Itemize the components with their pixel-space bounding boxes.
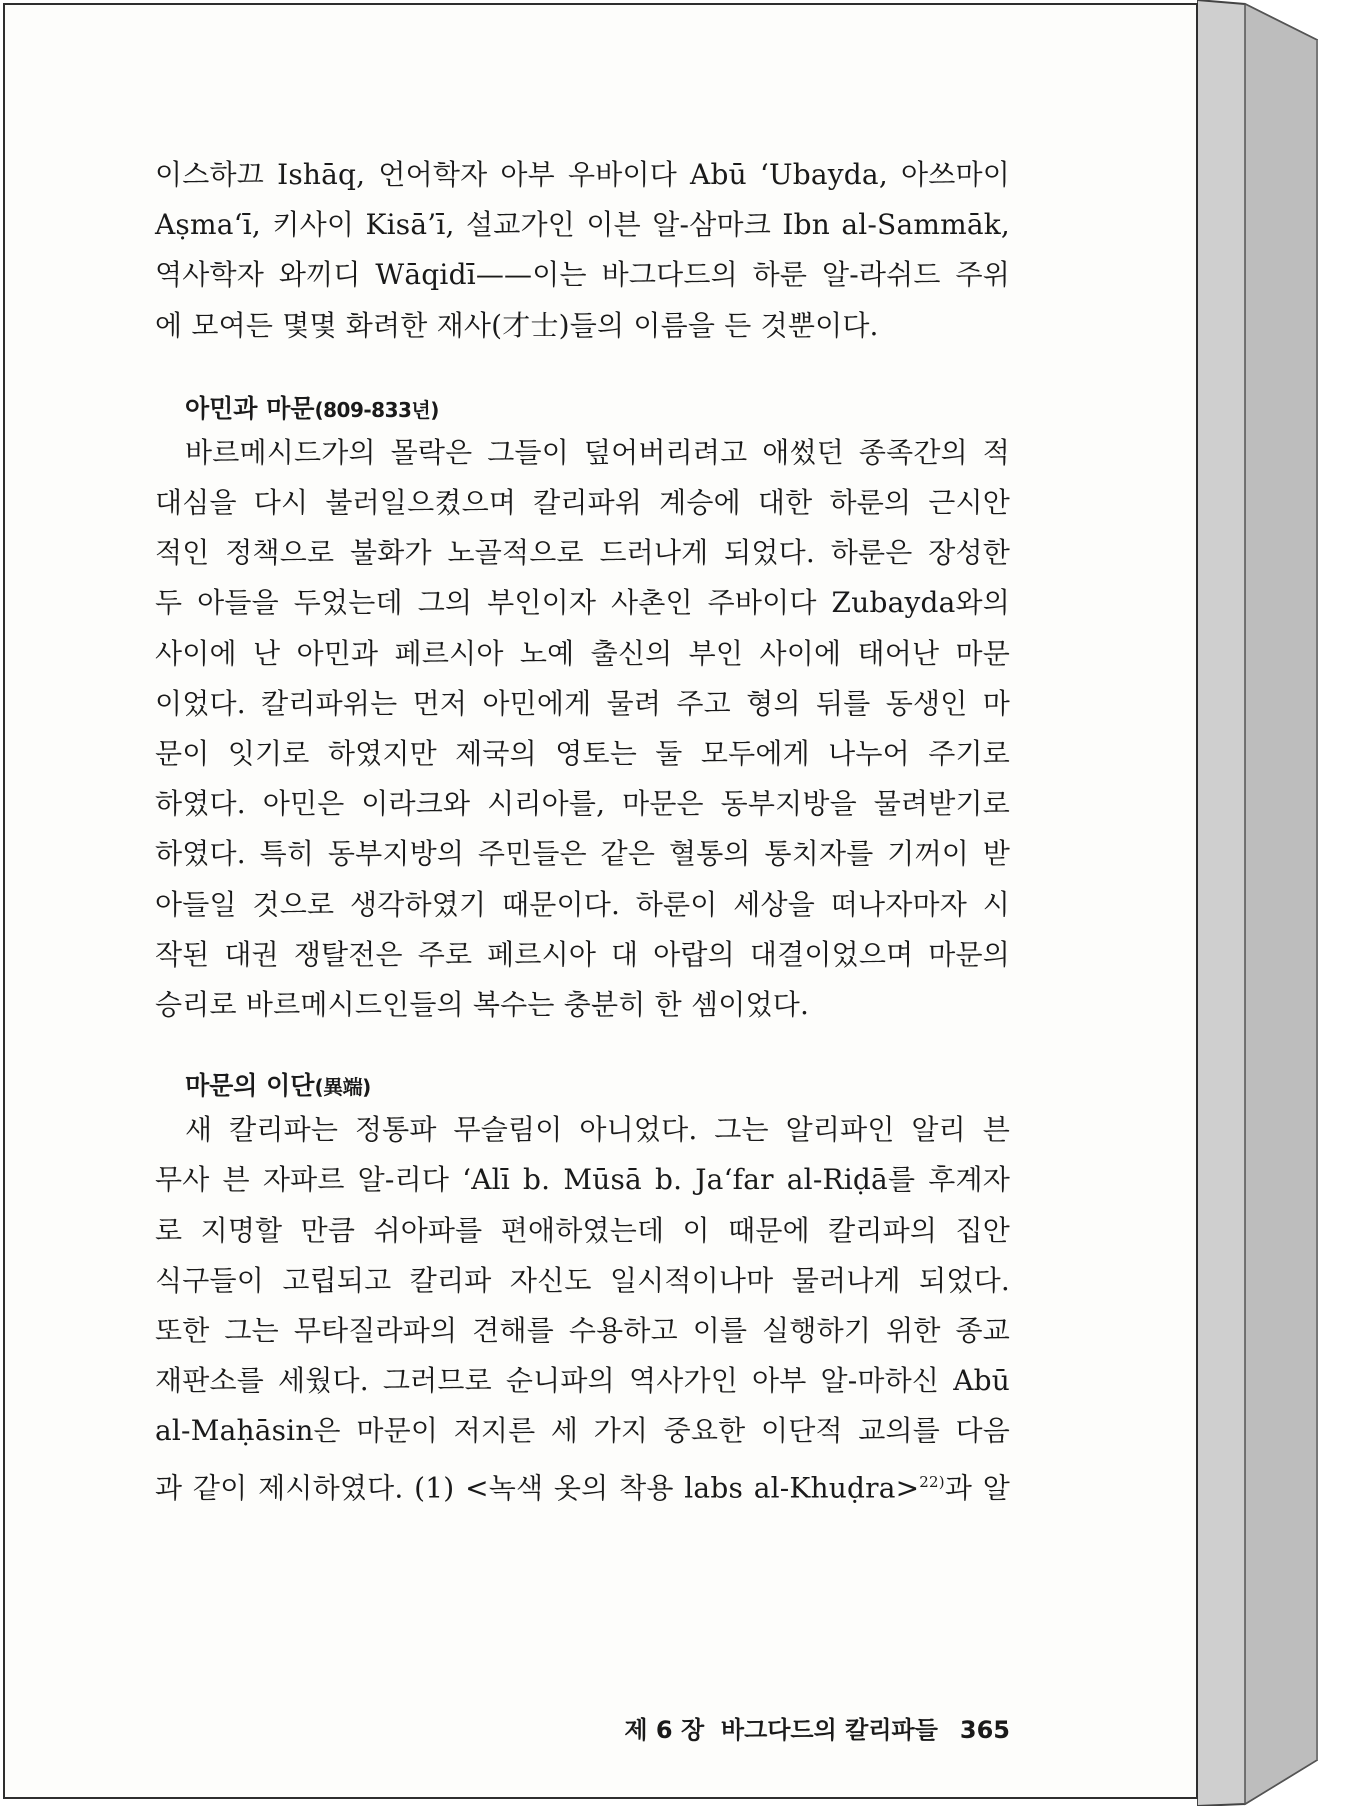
running-footer — [624, 1710, 1010, 1745]
text-line: al-Maḥāsin은 마문이 저지른 세 가지 중요한 이단적 교의를 다음 — [155, 1414, 1010, 1448]
text-line-with-footnote — [155, 1457, 1010, 1514]
text-line: 이스하끄 Ishāq, 언어학자 아부 우바이다 Abū ‘Ubayda, 아쓰마이 — [155, 158, 1010, 191]
chapter-title: 제 6 장 바그다드의 칼리파들 — [624, 1716, 938, 1744]
text-line: 식구들이 고립되고 칼리파 자신도 일시적이나마 물러나게 되었다. — [155, 1263, 1010, 1297]
page — [3, 3, 1198, 1799]
heading-title: 아민과 마문 — [185, 393, 315, 423]
text-line: 아들일 것으로 생각하였기 때문이다. 하룬이 세상을 떠나자마자 시 — [155, 887, 1010, 921]
book-edge-shape — [1197, 0, 1367, 1806]
text-line: 두 아들을 두었는데 그의 부인이자 사촌인 주바이다 Zubayda와의 — [155, 586, 1010, 620]
heading-hanja: (異端) — [314, 1075, 371, 1100]
line-text: 과 같이 제시하였다. (1) <녹색 옷의 착용 labs al-Khuḍra> — [155, 1471, 920, 1504]
section-heading-amin-mamun — [155, 391, 1010, 428]
text-line: 적인 정책으로 불화가 노골적으로 드러나게 되었다. 하룬은 장성한 — [155, 536, 1010, 570]
heading-years: (809-833년) — [314, 397, 439, 422]
text-line: 사이에 난 아민과 페르시아 노예 출신의 부인 사이에 태어난 마문 — [155, 636, 1010, 670]
text-line: 새 칼리파는 정통파 무슬림이 아니었다. 그는 알리파인 알리 븐 — [185, 1113, 1010, 1147]
heading-title: 마문의 이단 — [185, 1071, 315, 1101]
section-heading-heresy — [155, 1068, 1010, 1105]
footnote-reference[interactable]: 22) — [919, 1472, 945, 1491]
book-edge — [1197, 0, 1367, 1806]
text-line: 무사 븐 자파르 알-리다 ‘Alī b. Mūsā b. Ja‘far al-Riḍā를 후계자 — [155, 1163, 1010, 1197]
paragraph-intro — [155, 150, 1010, 351]
text-line: Aṣma‘ī, 키사이 Kisā’ī, 설교가인 이븐 알-삼마크 Ibn al-Sammāk, — [155, 208, 1010, 242]
paragraph-heresy — [155, 1105, 1010, 1513]
text-block — [155, 150, 1010, 1744]
paragraph-amin-mamun — [155, 428, 1010, 1030]
text-line: 재판소를 세웠다. 그러므로 순니파의 역사가인 아부 알-마하신 Abū — [155, 1364, 1010, 1398]
text-line: 로 지명할 만큼 쉬아파를 편애하였는데 이 때문에 칼리파의 집안 — [155, 1213, 1010, 1247]
text-line: 승리로 바르메시드인들의 복수는 충분히 한 셈이었다. — [155, 988, 810, 1022]
line-tail: 과 알 — [944, 1471, 1010, 1504]
text-line: 하였다. 특히 동부지방의 주민들은 같은 혈통의 통치자를 기꺼이 받 — [155, 837, 1010, 871]
text-line: 작된 대권 쟁탈전은 주로 페르시아 대 아랍의 대결이었으며 마문의 — [155, 937, 1010, 971]
text-line: 바르메시드가의 몰락은 그들이 덮어버리려고 애썼던 종족간의 적 — [185, 435, 1010, 469]
text-line: 대심을 다시 불러일으켰으며 칼리파위 계승에 대한 하룬의 근시안 — [155, 486, 1010, 520]
text-line: 문이 잇기로 하였지만 제국의 영토는 둘 모두에게 나누어 주기로 — [155, 737, 1010, 771]
text-line: 하였다. 아민은 이라크와 시리아를, 마문은 동부지방을 물려받기로 — [155, 787, 1010, 821]
text-line: 이었다. 칼리파위는 먼저 아민에게 물려 주고 형의 뒤를 동생인 마 — [155, 686, 1010, 720]
text-line: 또한 그는 무타질라파의 견해를 수용하고 이를 실행하기 위한 종교 — [155, 1314, 1010, 1348]
text-line: 역사학자 와끼디 Wāqidī——이는 바그다드의 하룬 알-라쉬드 주위 — [155, 258, 1010, 292]
text-line: 에 모여든 몇몇 화려한 재사(才士)들의 이름을 든 것뿐이다. — [155, 308, 879, 342]
page-number: 365 — [959, 1716, 1010, 1744]
